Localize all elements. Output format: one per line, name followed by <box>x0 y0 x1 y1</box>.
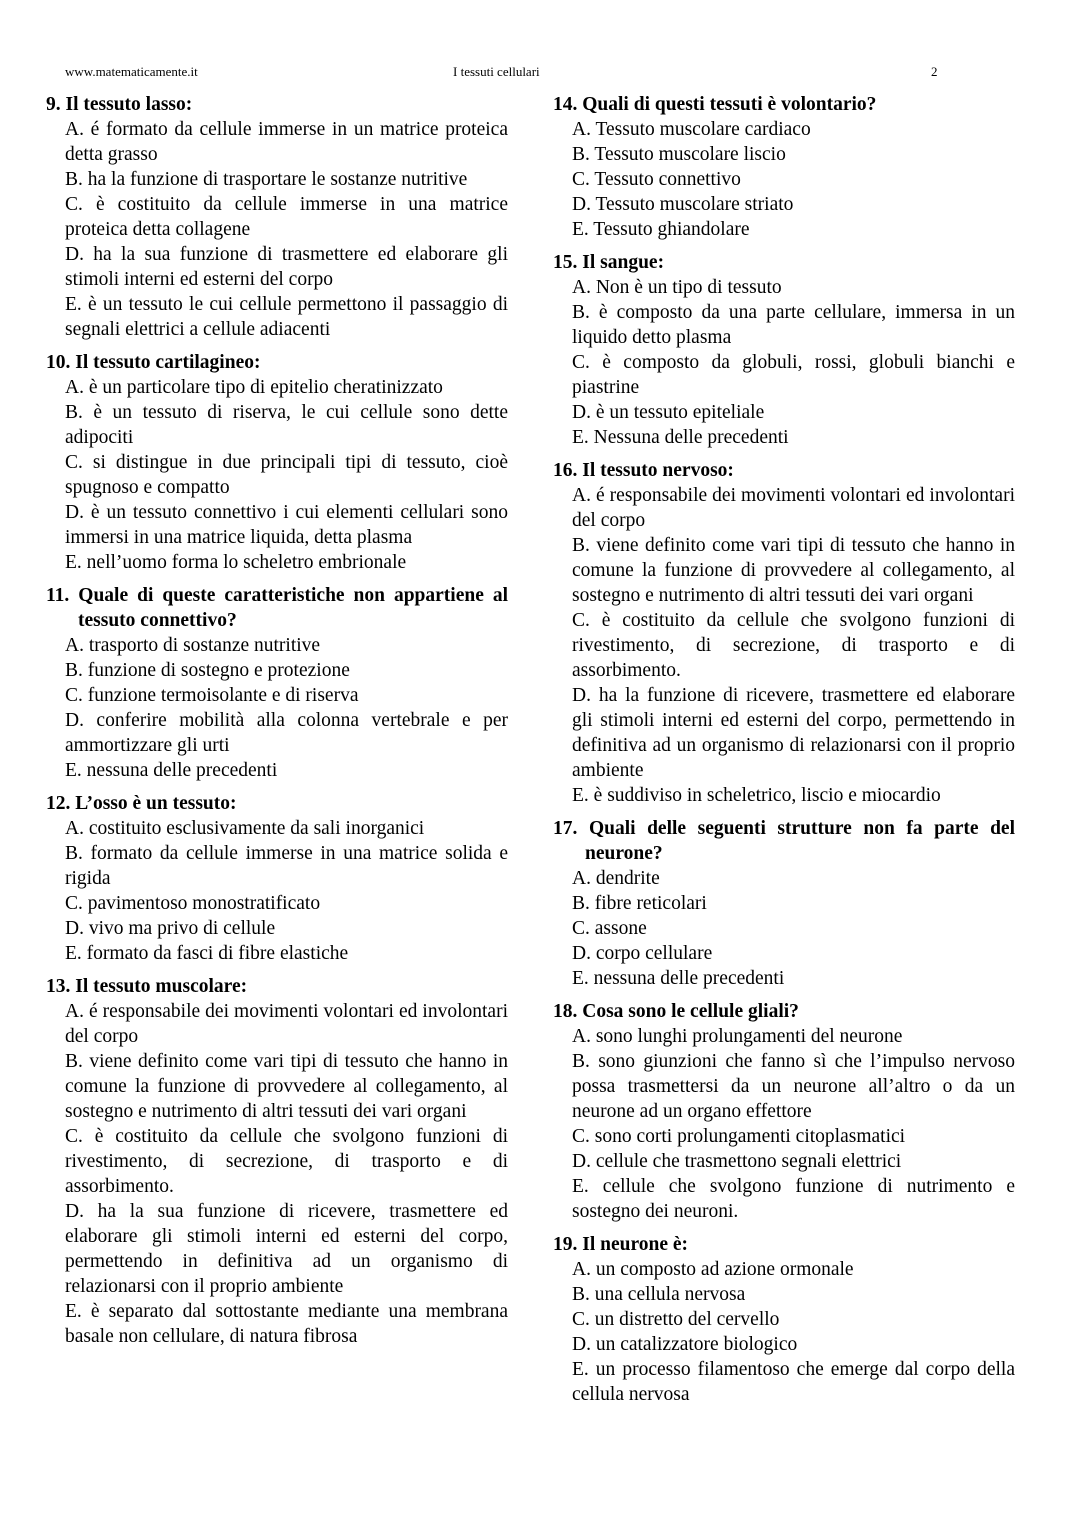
left-column <box>46 92 508 1357</box>
answer-option: A. costituito esclusivamente da sali inorganici <box>65 818 425 839</box>
answer-option: A. è un particolare tipo di epitelio cheratinizzato <box>65 377 443 398</box>
answer-option: B. formato da cellule immerse in una matrice solida e rigida <box>65 843 508 889</box>
question-text: Il tessuto lasso: <box>65 94 193 115</box>
answer-option: C. un distretto del cervello <box>572 1309 780 1330</box>
answer-option: A. Tessuto muscolare cardiaco <box>572 119 811 140</box>
page-header <box>0 64 1080 82</box>
answer-option: D. è un tessuto connettivo i cui elementi cellulari sono immersi in una matrice liquida, detta plasma <box>65 502 508 548</box>
answer-option: B. viene definito come vari tipi di tessuto che hanno in comune la funzione di provvedere al collegamento, al sostegno e nutrimento di altri tessuti dei vari organi <box>572 535 1015 606</box>
answer-option: D. conferire mobilità alla colonna vertebrale e per ammortizzare gli urti <box>65 710 508 756</box>
question-11 <box>46 583 508 783</box>
answer-option: C. si distingue in due principali tipi di tessuto, cioè spugnoso e compatto <box>65 452 508 498</box>
question-number: 11. <box>46 585 70 606</box>
answer-option: D. è un tessuto epiteliale <box>572 402 765 423</box>
question-title <box>553 250 1015 275</box>
question-14 <box>553 92 1015 242</box>
answer-option: A. é responsabile dei movimenti volontari ed involontari del corpo <box>572 485 1015 531</box>
question-title <box>46 350 508 375</box>
answer-option: B. fibre reticolari <box>572 893 707 914</box>
question-9 <box>46 92 508 342</box>
site-url: www.matematicamente.it <box>65 64 198 79</box>
answer-option: B. Tessuto muscolare liscio <box>572 144 786 165</box>
question-number: 16. <box>553 460 578 481</box>
question-text: Il sangue: <box>582 252 665 273</box>
answer-option: D. ha la sua funzione di ricevere, trasmettere ed elaborare gli stimoli interni ed esterni del corpo, permettendo in definitiva ad un organismo di relazionarsi con il proprio ambiente <box>65 1201 508 1297</box>
question-text: Cosa sono le cellule gliali? <box>582 1001 799 1022</box>
answer-option: D. vivo ma privo di cellule <box>65 918 276 939</box>
answer-option: E. nessuna delle precedenti <box>65 760 278 781</box>
question-title <box>46 92 508 117</box>
question-text: Il tessuto nervoso: <box>582 460 734 481</box>
answer-option: D. un catalizzatore biologico <box>572 1334 798 1355</box>
answer-option: C. sono corti prolungamenti citoplasmatici <box>572 1126 906 1147</box>
answer-option: A. Non è un tipo di tessuto <box>572 277 782 298</box>
question-text: L’osso è un tessuto: <box>75 793 237 814</box>
question-number: 14. <box>553 94 578 115</box>
answer-option: E. formato da fasci di fibre elastiche <box>65 943 349 964</box>
answer-option: E. Nessuna delle precedenti <box>572 427 789 448</box>
answer-option: B. funzione di sostegno e protezione <box>65 660 350 681</box>
answer-option: C. Tessuto connettivo <box>572 169 741 190</box>
question-title <box>553 1232 1015 1257</box>
answer-option: A. sono lunghi prolungamenti del neurone <box>572 1026 903 1047</box>
question-title <box>553 816 1015 866</box>
question-title <box>553 92 1015 117</box>
question-title <box>46 583 508 633</box>
answer-option: A. un composto ad azione ormonale <box>572 1259 854 1280</box>
answer-option: E. è suddiviso in scheletrico, liscio e miocardio <box>572 785 941 806</box>
answer-option: B. è un tessuto di riserva, le cui cellule sono dette adipociti <box>65 402 508 448</box>
question-number: 19. <box>553 1234 578 1255</box>
question-number: 15. <box>553 252 578 273</box>
answer-option: D. cellule che trasmettono segnali elettrici <box>572 1151 902 1172</box>
question-text: Quale di queste caratteristiche non appartiene al tessuto connettivo? <box>78 585 509 631</box>
question-10 <box>46 350 508 575</box>
answer-option: D. Tessuto muscolare striato <box>572 194 794 215</box>
question-17 <box>553 816 1015 991</box>
answer-option: E. un processo filamentoso che emerge dal corpo della cellula nervosa <box>572 1359 1015 1405</box>
page-number: 2 <box>931 64 938 79</box>
answer-option: B. una cellula nervosa <box>572 1284 746 1305</box>
answer-option: A. dendrite <box>572 868 660 889</box>
answer-option: B. è composto da una parte cellulare, immersa in un liquido detto plasma <box>572 302 1015 348</box>
question-title <box>46 974 508 999</box>
answer-option: B. ha la funzione di trasportare le sostanze nutritive <box>65 169 468 190</box>
question-text: Quali di questi tessuti è volontario? <box>582 94 877 115</box>
answer-option: C. è costituito da cellule che svolgono funzioni di rivestimento, di secrezione, di trasporto e di assorbimento. <box>572 610 1015 681</box>
answer-option: C. funzione termoisolante e di riserva <box>65 685 359 706</box>
question-16 <box>553 458 1015 808</box>
question-number: 18. <box>553 1001 578 1022</box>
answer-option: E. nell’uomo forma lo scheletro embrionale <box>65 552 407 573</box>
answer-option: E. è separato dal sottostante mediante una membrana basale non cellulare, di natura fibrosa <box>65 1301 508 1347</box>
question-19 <box>553 1232 1015 1407</box>
document-title: I tessuti cellulari <box>453 64 540 79</box>
right-column <box>553 92 1015 1415</box>
question-text: Il tessuto cartilagineo: <box>75 352 261 373</box>
question-text: Quali delle seguenti strutture non fa parte del neurone? <box>585 818 1016 864</box>
answer-option: C. è costituito da cellule immerse in una matrice proteica detta collagene <box>65 194 508 240</box>
answer-option: A. trasporto di sostanze nutritive <box>65 635 321 656</box>
answer-option: E. è un tessuto le cui cellule permettono il passaggio di segnali elettrici a cellule adiacenti <box>65 294 508 340</box>
answer-option: D. ha la funzione di ricevere, trasmettere ed elaborare gli stimoli interni ed esterni del corpo, permettendo in definitiva ad un organismo di relazionarsi con il proprio ambiente <box>572 685 1015 781</box>
answer-option: C. è costituito da cellule che svolgono funzioni di rivestimento, di secrezione, di trasporto e di assorbimento. <box>65 1126 508 1197</box>
answer-option: B. sono giunzioni che fanno sì che l’impulso nervoso possa trasmettersi da un neurone all’altro o da un neurone ad un organo effettore <box>572 1051 1015 1122</box>
question-title <box>553 999 1015 1024</box>
answer-option: E. Tessuto ghiandolare <box>572 219 750 240</box>
question-18 <box>553 999 1015 1224</box>
question-text: Il tessuto muscolare: <box>75 976 248 997</box>
answer-option: A. é formato da cellule immerse in un matrice proteica detta grasso <box>65 119 508 165</box>
answer-option: C. è composto da globuli, rossi, globuli bianchi e piastrine <box>572 352 1015 398</box>
question-15 <box>553 250 1015 450</box>
question-13 <box>46 974 508 1349</box>
question-title <box>553 458 1015 483</box>
answer-option: D. ha la sua funzione di trasmettere ed elaborare gli stimoli interni ed esterni del corpo <box>65 244 508 290</box>
answer-option: C. assone <box>572 918 647 939</box>
question-number: 13. <box>46 976 71 997</box>
answer-option: E. nessuna delle precedenti <box>572 968 785 989</box>
question-number: 9. <box>46 94 61 115</box>
question-title <box>46 791 508 816</box>
question-number: 12. <box>46 793 71 814</box>
answer-option: C. pavimentoso monostratificato <box>65 893 321 914</box>
question-text: Il neurone è: <box>582 1234 689 1255</box>
answer-option: E. cellule che svolgono funzione di nutrimento e sostegno dei neuroni. <box>572 1176 1015 1222</box>
question-12 <box>46 791 508 966</box>
question-number: 17. <box>553 818 578 839</box>
answer-option: B. viene definito come vari tipi di tessuto che hanno in comune la funzione di provvedere al collegamento, al sostegno e nutrimento di altri tessuti dei vari organi <box>65 1051 508 1122</box>
question-number: 10. <box>46 352 71 373</box>
answer-option: D. corpo cellulare <box>572 943 713 964</box>
answer-option: A. é responsabile dei movimenti volontari ed involontari del corpo <box>65 1001 508 1047</box>
